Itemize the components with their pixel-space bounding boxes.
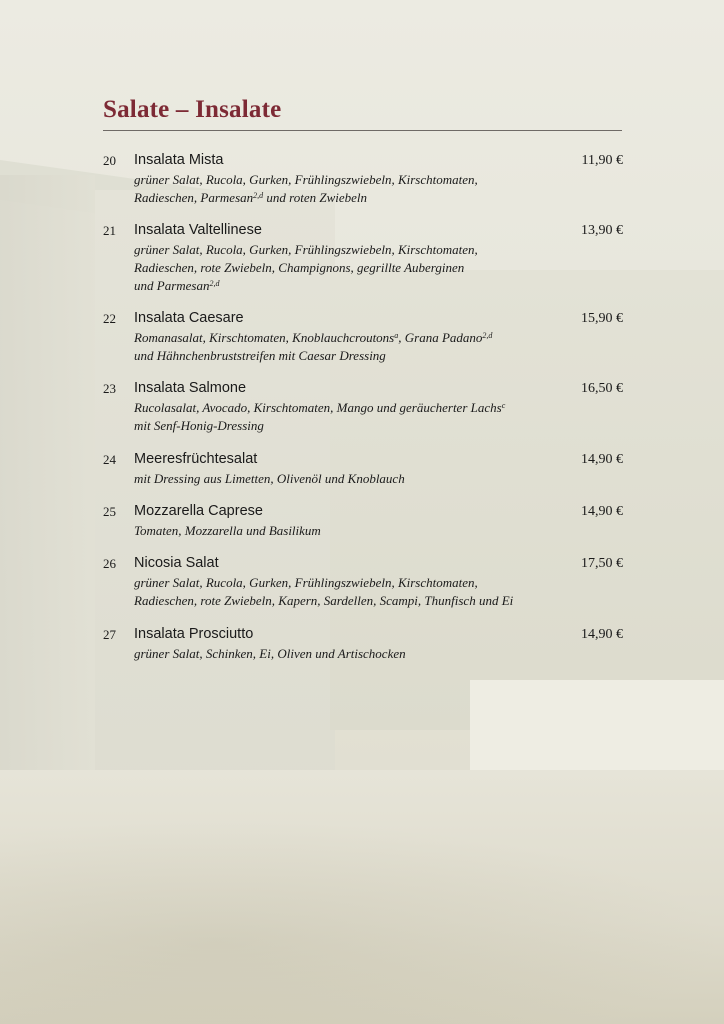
item-name: Insalata Prosciutto	[134, 626, 254, 642]
item-price: 14,90 €	[581, 627, 623, 642]
item-price: 14,90 €	[581, 504, 623, 519]
item-price: 14,90 €	[581, 452, 623, 467]
title-divider	[103, 130, 622, 131]
item-number: 22	[103, 311, 116, 326]
item-name: Mozzarella Caprese	[134, 503, 263, 519]
page-title: Salate – Insalate	[103, 96, 282, 123]
item-description: mit Dressing aus Limetten, Olivenöl und Knoblauch	[134, 471, 405, 486]
item-name: Insalata Valtellinese	[134, 222, 262, 238]
item-description: grüner Salat, Rucola, Gurken, Frühlingszwiebeln, Kirschtomaten, Radieschen, rote Zwiebeln, Champignons, gegrillte Auberginen und Parmesan$^{2,d}$	[134, 242, 478, 293]
item-name: Meeresfrüchtesalat	[134, 451, 258, 467]
item-number: 23	[103, 381, 116, 396]
item-number: 24	[103, 452, 116, 467]
item-name: Insalata Salmone	[134, 380, 247, 396]
item-price: 16,50 €	[581, 381, 623, 396]
item-number: 26	[103, 556, 116, 571]
item-price: 15,90 €	[581, 311, 623, 326]
item-name: Insalata Caesare	[134, 310, 244, 326]
item-number: 27	[103, 627, 116, 642]
item-price: 17,50 €	[581, 556, 623, 571]
item-price: 11,90 €	[581, 153, 623, 168]
item-description: Romanasalat, Kirschtomaten, Knoblauchcroutons$^a$, Grana Padano$^{2,d}$ und Hähnchenbruststreifen mit Caesar Dressing	[134, 330, 493, 363]
item-description: grüner Salat, Rucola, Gurken, Frühlingszwiebeln, Kirschtomaten, Radieschen, rote Zwiebeln, Kapern, Sardellen, Scampi, Thunfisch und Ei	[134, 575, 514, 608]
item-name: Insalata Mista	[134, 152, 224, 168]
item-number: 21	[103, 223, 116, 238]
item-description: Rucolasalat, Avocado, Kirschtomaten, Mango und geräucherter Lachs$^c$ mit Senf-Honig-Dressing	[134, 400, 506, 433]
item-name: Nicosia Salat	[134, 555, 219, 571]
item-description: grüner Salat, Rucola, Gurken, Frühlingszwiebeln, Kirschtomaten, Radieschen, Parmesan$^{2,d}$ und roten Zwiebeln	[134, 172, 478, 205]
item-number: 20	[103, 153, 116, 168]
item-number: 25	[103, 504, 116, 519]
item-price: 13,90 €	[581, 223, 623, 238]
item-description: Tomaten, Mozzarella und Basilikum	[134, 523, 321, 538]
item-description: grüner Salat, Schinken, Ei, Oliven und Artischocken	[134, 646, 406, 661]
